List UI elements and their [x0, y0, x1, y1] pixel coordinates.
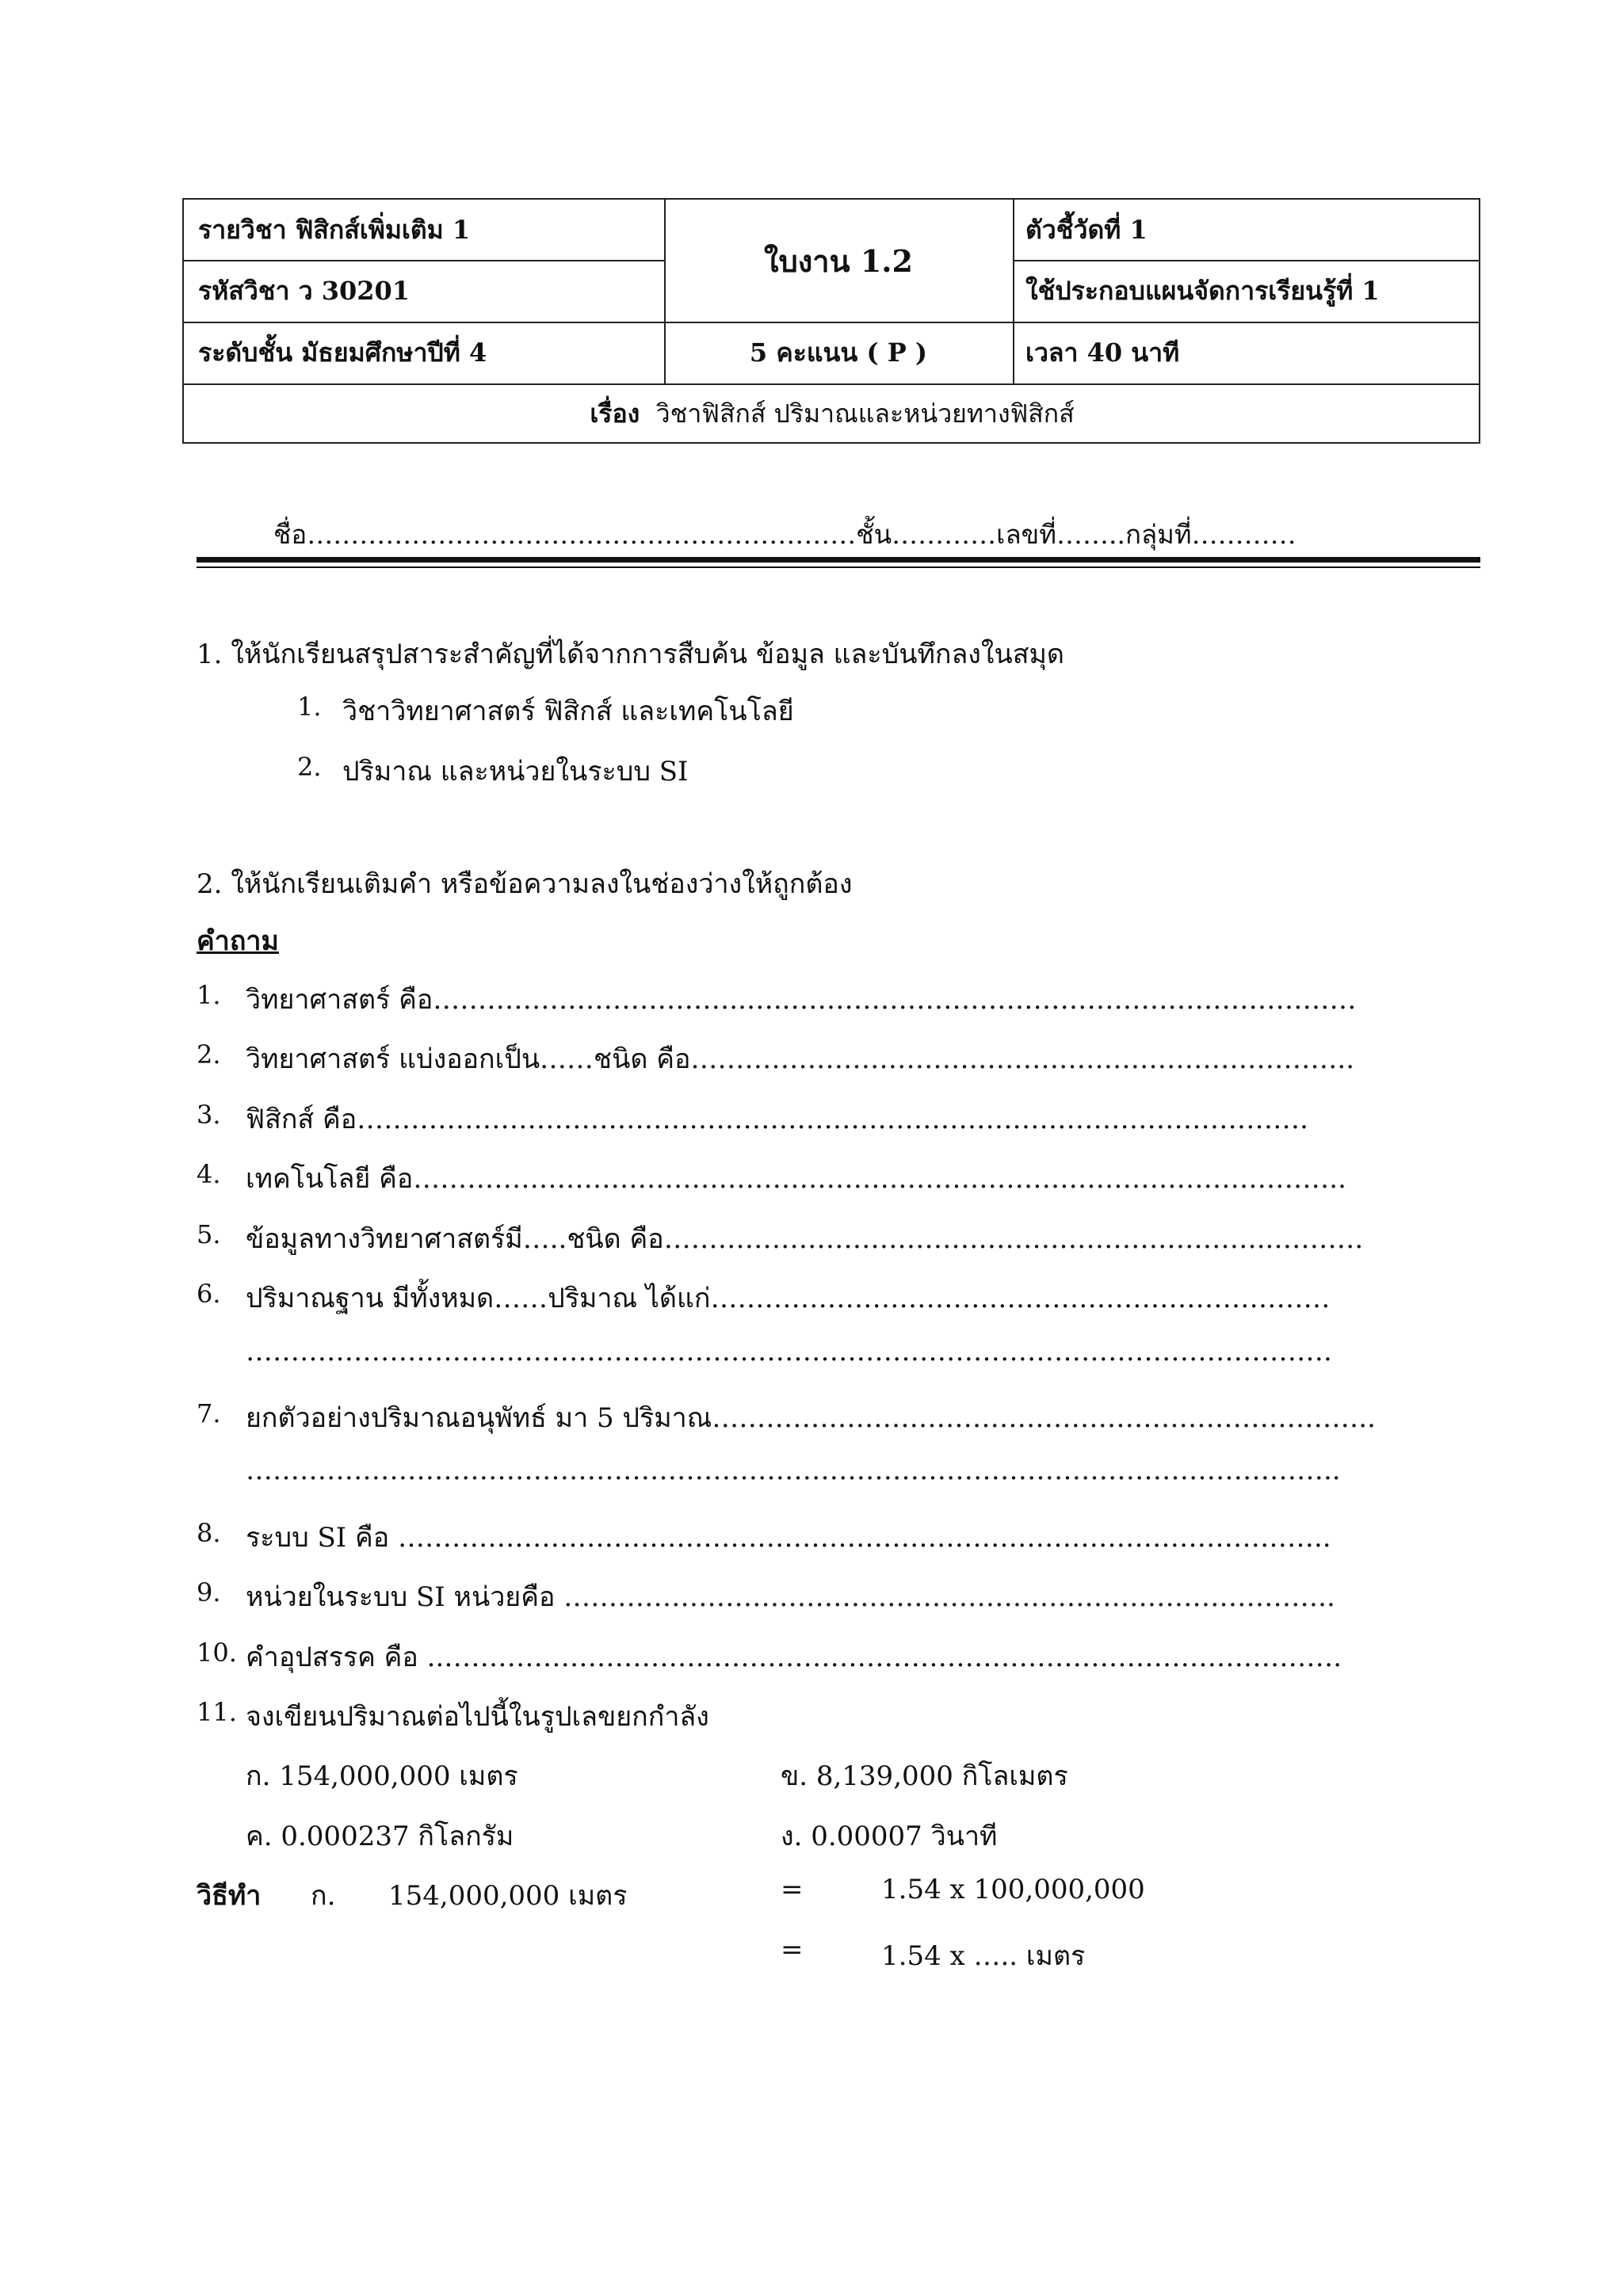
question-text: เทคโนโลยี คือ………………………………………………………………………………………….. — [246, 1163, 1346, 1195]
method-item: ก. — [311, 1880, 336, 1912]
indicator: ตัวชี้วัดที่ 1 — [1025, 214, 1148, 245]
question-continuation: …………………………………………………………………………………………………………. — [246, 1336, 1332, 1367]
part1-item-text: วิชาวิทยาศาสตร์ ฟิสิกส์ และเทคโนโลยี — [342, 696, 794, 727]
question-number: 7. — [197, 1398, 221, 1428]
part1-item-number: 2. — [297, 752, 322, 782]
part1-item-number: 1. — [297, 692, 322, 722]
subject-name: รายวิชา ฟิสิกส์เพิ่มเติม 1 — [198, 214, 471, 245]
method-value: 154,000,000 เมตร — [388, 1880, 628, 1912]
question-text: หน่วยในระบบ SI หน่วยคือ ………………………………………………………………………….. — [246, 1581, 1335, 1613]
worksheet-number: ใบงาน 1.2 — [764, 242, 913, 279]
score: 5 คะแนน ( P ) — [749, 337, 928, 368]
grade-level: ระดับชั้น มัธยมศึกษาปีที่ 4 — [198, 337, 487, 368]
question-number: 10. — [197, 1638, 237, 1668]
divider-thick — [197, 557, 1480, 563]
q11-item-d: ง. 0.00007 วินาที — [781, 1821, 998, 1852]
question-text: วิทยาศาสตร์ คือ……………………………..…..……………………………………………………… — [246, 984, 1357, 1016]
question-text: ฟิสิกส์ คือ……………………………………………………………………………………………. — [246, 1104, 1308, 1135]
questions-heading: คำถาม — [197, 925, 279, 957]
question-number: 2. — [197, 1039, 221, 1070]
question-text: ข้อมูลทางวิทยาศาสตร์มี…..ชนิด คือ…………………………………………………………..………. — [246, 1223, 1364, 1255]
q11-item-c: ค. 0.000237 กิโลกรัม — [246, 1821, 514, 1852]
topic-text: วิชาฟิสิกส์ ปริมาณและหน่วยทางฟิสิกส์ — [655, 398, 1075, 429]
method-label: วิธีทำ — [197, 1880, 262, 1912]
question-text: ปริมาณฐาน มีทั้งหมด……ปริมาณ ได้แก่…………………………………………………………… — [246, 1283, 1331, 1314]
part1-instruction: 1. ให้นักเรียนสรุปสาระสำคัญที่ได้จากการสืบค้น ข้อมูล และบันทึกลงในสมุด — [197, 639, 1064, 670]
lesson-plan: ใช้ประกอบแผนจัดการเรียนรู้ที่ 1 — [1025, 275, 1380, 306]
q11-item-b: ข. 8,139,000 กิโลเมตร — [781, 1760, 1068, 1792]
question-number: 9. — [197, 1577, 221, 1608]
header-table — [182, 198, 1480, 444]
question-text: วิทยาศาสตร์ แบ่งออกเป็น……ชนิด คือ……………………………………………………………….. — [246, 1043, 1355, 1075]
equals-sign: = — [781, 1874, 804, 1905]
question-number: 1. — [197, 980, 221, 1010]
question-number: 3. — [197, 1100, 221, 1130]
method-step-1: 1.54 x 100,000,000 — [881, 1874, 1145, 1905]
time-limit: เวลา 40 นาที — [1025, 337, 1180, 368]
question-continuation: ………………………………………………………………………………………………………….. — [246, 1455, 1341, 1486]
topic-row — [184, 383, 1480, 444]
subject-code: รหัสวิชา ว 30201 — [198, 275, 411, 306]
question-text: ระบบ SI คือ ………………………………………………………………………………………….. — [246, 1522, 1331, 1554]
student-info-line: ชื่อ………………………………………………………ชั้น…………เลขที่……..กลุ่มที่………… — [273, 519, 1296, 550]
question-number: 8. — [197, 1518, 221, 1548]
question-number: 4. — [197, 1159, 221, 1189]
equals-sign: = — [781, 1934, 804, 1966]
question-text: จงเขียนปริมาณต่อไปนี้ในรูปเลขยกกำลัง — [246, 1701, 709, 1733]
question-text: ยกตัวอย่างปริมาณอนุพัทธ์ มา 5 ปริมาณ……………………………………………………………….. — [246, 1402, 1376, 1434]
question-number: 6. — [197, 1279, 221, 1309]
question-number: 11. — [197, 1697, 237, 1727]
part1-item-text: ปริมาณ และหน่วยในระบบ SI — [342, 756, 689, 788]
q11-item-a: ก. 154,000,000 เมตร — [246, 1760, 518, 1792]
divider-thin — [197, 566, 1480, 568]
question-text: คำอุปสรรค คือ ..………………………………………………………………………………………. — [246, 1642, 1342, 1673]
topic-label: เรื่อง — [590, 398, 640, 429]
question-number: 5. — [197, 1219, 221, 1249]
table-divider — [1013, 200, 1014, 383]
part2-instruction: 2. ให้นักเรียนเติมคำ หรือข้อความลงในช่องว่างให้ถูกต้อง — [197, 868, 853, 900]
method-step-2: 1.54 x ….. เมตร — [881, 1940, 1086, 1972]
